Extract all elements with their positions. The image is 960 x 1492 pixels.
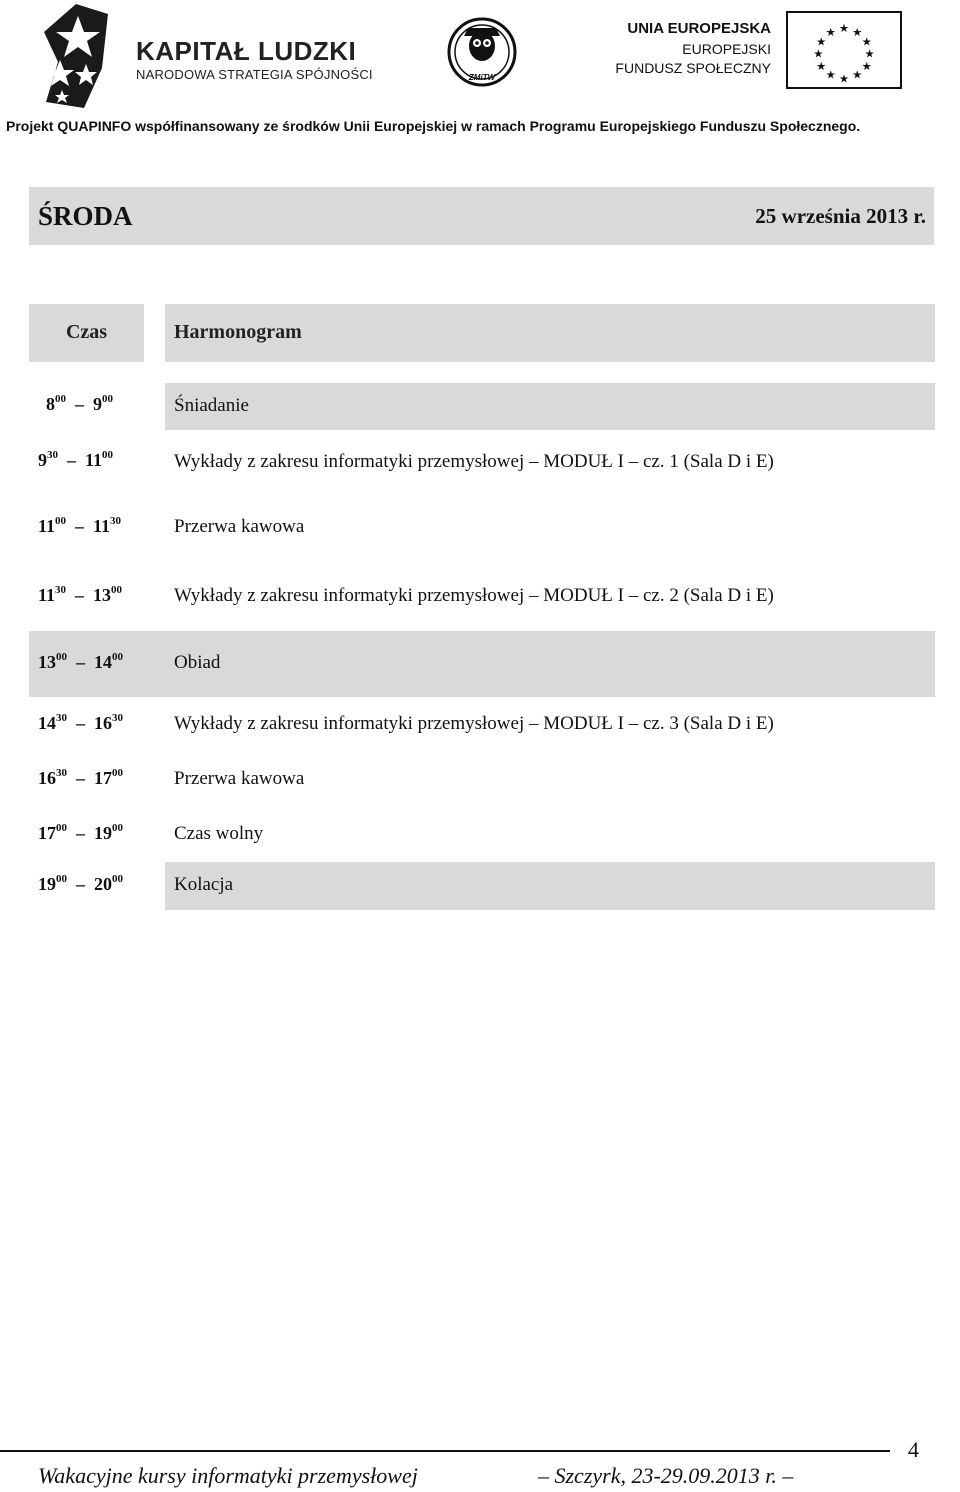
svg-text:★: ★: [861, 34, 872, 49]
eu-fund-line1: EUROPEJSKI: [682, 41, 771, 57]
row-shade: [165, 862, 935, 910]
svg-text:★: ★: [813, 46, 824, 61]
activity: Wykłady z zakresu informatyki przemysłowej – MODUŁ I – cz. 2 (Sala D i E): [174, 585, 774, 606]
time-range: $9^{30} - 11^{00}$: [38, 449, 114, 470]
footer-location-dates: – Szczyrk, 23-29.09.2013 r. –: [538, 1463, 794, 1488]
time-range: $16^{30} - 17^{00}$: [38, 767, 123, 788]
svg-text:★: ★: [861, 58, 872, 73]
time-range: $8^{00} - 9^{00}$: [46, 393, 113, 414]
activity: Przerwa kawowa: [174, 768, 305, 789]
svg-text:★: ★: [816, 58, 827, 73]
page-number: 4: [908, 1437, 919, 1462]
row-shade: [165, 383, 935, 430]
footer-divider: [0, 1450, 890, 1452]
project-funding-line: Projekt QUAPINFO współfinansowany ze środków Unii Europejskiej w ramach Programu Europejskiego Funduszu Społecznego.: [6, 118, 861, 134]
eu-flag-icon: [786, 11, 902, 89]
time-range: $11^{00} - 11^{30}$: [38, 515, 122, 536]
activity: Wykłady z zakresu informatyki przemysłowej – MODUŁ I – cz. 1 (Sala D i E): [174, 451, 774, 472]
svg-text:★: ★: [825, 24, 836, 39]
svg-text:★: ★: [838, 20, 850, 35]
svg-text:★: ★: [852, 24, 863, 39]
svg-text:★: ★: [864, 46, 875, 61]
kapital-ludzki-logo: [38, 2, 148, 110]
time-range: $14^{30} - 16^{30}$: [38, 712, 123, 733]
activity: Obiad: [174, 652, 221, 673]
time-range: $13^{00} - 14^{00}$: [38, 651, 123, 672]
activity: Przerwa kawowa: [174, 516, 305, 537]
time-range: $11^{30} - 13^{00}$: [38, 584, 123, 605]
column-header-schedule: Harmonogram: [174, 321, 302, 343]
eu-title: UNIA EUROPEJSKA: [627, 20, 771, 37]
eu-fund-line2: FUNDUSZ SPOŁECZNY: [615, 60, 771, 76]
column-header-time: Czas: [65, 321, 108, 343]
seal-lettering: ZMiTW: [468, 73, 496, 82]
svg-text:★: ★: [816, 34, 827, 49]
kapital-ludzki-subtitle: NARODOWA STRATEGIA SPÓJNOŚCI: [136, 67, 373, 82]
time-range: $19^{00} - 20^{00}$: [38, 873, 123, 894]
day-date: 25 września 2013 r.: [755, 204, 926, 228]
activity: Czas wolny: [174, 823, 264, 844]
time-range: $17^{00} - 19^{00}$: [38, 822, 123, 843]
row-shade: [144, 631, 935, 697]
activity: Wykłady z zakresu informatyki przemysłowej – MODUŁ I – cz. 3 (Sala D i E): [174, 713, 774, 734]
activity: Kolacja: [174, 874, 234, 895]
kapital-ludzki-title: KAPITAŁ LUDZKI: [136, 36, 357, 66]
footer-course-title: Wakacyjne kursy informatyki przemysłowej: [38, 1463, 418, 1488]
activity: Śniadanie: [174, 395, 249, 416]
svg-text:★: ★: [825, 67, 836, 82]
svg-text:★: ★: [852, 67, 863, 82]
svg-text:★: ★: [838, 71, 850, 86]
day-name: ŚRODA: [38, 201, 133, 231]
